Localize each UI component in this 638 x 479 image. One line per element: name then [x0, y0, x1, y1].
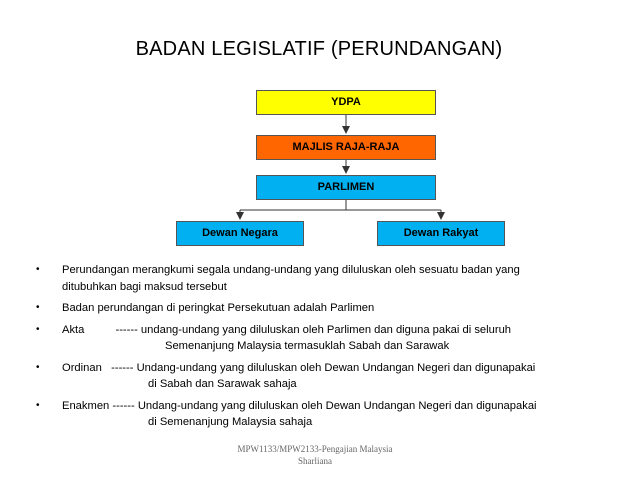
bullet-line: Akta ------ undang-undang yang diluluskan oleh Parlimen dan diguna pakai di seluruh: [62, 323, 512, 336]
bullet-item-enakmen: [0, 398, 638, 431]
bullet-item-ordinan: [0, 360, 638, 393]
bullet-item-badan-perundangan: [0, 300, 638, 317]
footer-author: Sharliana: [298, 456, 332, 466]
majlis-raja-raja-box: MAJLIS RAJA-RAJA: [256, 135, 436, 160]
bullet-line: Badan perundangan di peringkat Persekutuan adalah Parlimen: [62, 302, 375, 314]
bullet-item-akta: [0, 322, 638, 355]
bullet-item-perundangan: [0, 262, 638, 295]
dewan-negara-box: Dewan Negara: [176, 221, 304, 246]
footer-course-code: MPW1133/MPW2133-Pengajian Malaysia: [237, 444, 393, 454]
bullet-line: Enakmen ------ Undang-undang yang diluluskan oleh Dewan Undangan Negeri dan digunapakai: [62, 399, 537, 412]
bullet-icon: •: [36, 323, 40, 335]
parlimen-box: PARLIMEN: [256, 175, 436, 200]
bullet-continuation: di Sabah dan Sarawak sahaja: [148, 378, 297, 390]
bullet-icon: •: [36, 264, 40, 275]
bullet-icon: •: [36, 399, 40, 411]
slide-title: BADAN LEGISLATIF (PERUNDANGAN): [135, 38, 503, 60]
ydpa-box: YDPA: [256, 90, 436, 115]
bullet-icon: •: [36, 361, 40, 373]
bullet-line: ditubuhkan bagi maksud tersebut: [62, 280, 227, 293]
bullet-list: [0, 262, 638, 436]
bullet-line: Ordinan ------ Undang-undang yang diluluskan oleh Dewan Undangan Negeri dan digunapakai: [62, 361, 536, 374]
bullet-continuation: Semenanjung Malaysia termasuklah Sabah dan Sarawak: [165, 340, 450, 352]
bullet-line: Perundangan merangkumi segala undang-undang yang diluluskan oleh sesuatu badan yang: [62, 264, 520, 276]
bullet-continuation: di Semenanjung Malaysia sahaja: [148, 416, 313, 428]
bullet-icon: •: [36, 302, 40, 313]
dewan-rakyat-box: Dewan Rakyat: [377, 221, 505, 246]
slide-footer: [200, 443, 430, 467]
